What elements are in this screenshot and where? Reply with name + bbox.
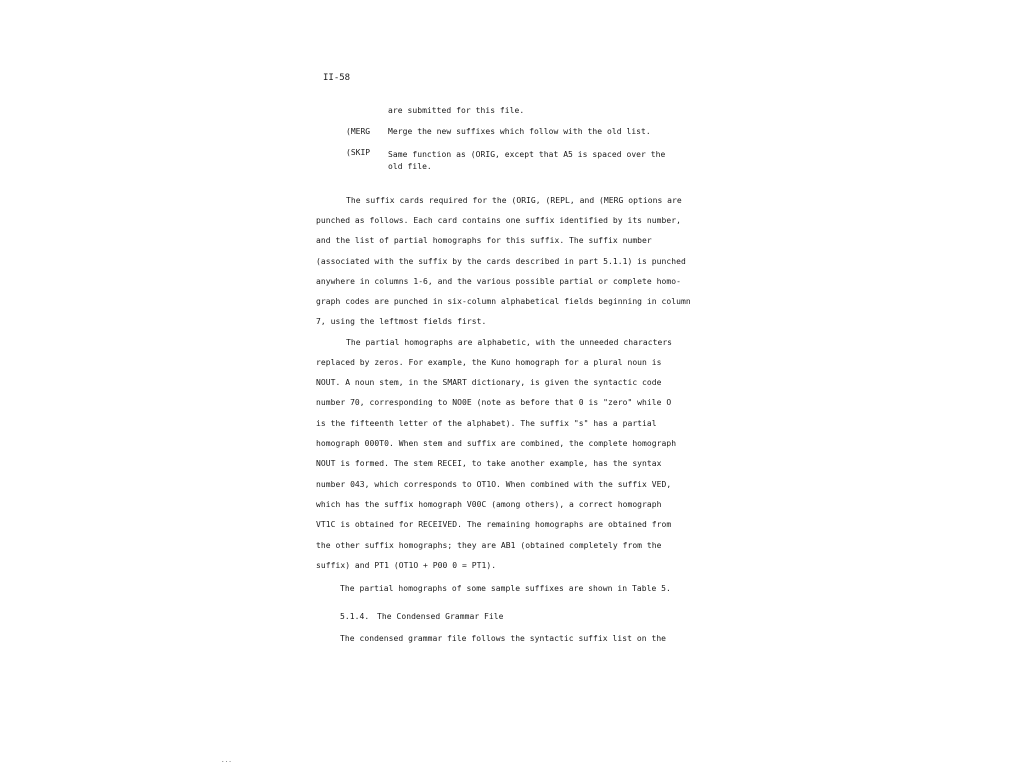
section-title: The Condensed Grammar File bbox=[377, 612, 504, 621]
paragraph-line: 7, using the leftmost fields first. bbox=[316, 317, 487, 326]
paragraph-line: punched as follows. Each card contains one suffix identified by its number, bbox=[316, 216, 681, 225]
section-number: 5.1.4. bbox=[340, 612, 370, 621]
paragraph-line: replaced by zeros. For example, the Kuno homograph for a plural noun is bbox=[316, 358, 662, 367]
page-number: II-58 bbox=[323, 73, 351, 83]
paragraph-line: The partial homographs are alphabetic, with the unneeded characters bbox=[346, 338, 673, 347]
paragraph-line: and the list of partial homographs for this suffix. The suffix number bbox=[316, 236, 652, 245]
paragraph-line: homograph 000T0. When stem and suffix are combined, the complete homograph bbox=[316, 439, 677, 448]
paragraph-line: anywhere in columns 1-6, and the various possible partial or complete homo- bbox=[316, 277, 681, 286]
paragraph-line: NOUT. A noun stem, in the SMART dictionary, is given the syntactic code bbox=[316, 378, 662, 387]
option-merg-key: (MERG bbox=[346, 127, 371, 136]
paragraph-line: which has the suffix homograph V00C (among others), a correct homograph bbox=[316, 500, 662, 509]
paragraph-line: VT1C is obtained for RECEIVED. The remaining homographs are obtained from bbox=[316, 520, 672, 529]
paragraph-line: The suffix cards required for the (ORIG, (REPL, and (MERG options are bbox=[346, 196, 682, 205]
paragraph-line: graph codes are punched in six-column alphabetical fields beginning in column bbox=[316, 297, 691, 306]
paragraph-line: is the fifteenth letter of the alphabet). The suffix "s" has a partial bbox=[316, 419, 657, 428]
paragraph-table-reference: The partial homographs of some sample suffixes are shown in Table 5. bbox=[340, 584, 671, 593]
paragraph-line: (associated with the suffix by the cards described in part 5.1.1) is punched bbox=[316, 257, 686, 266]
option-skip-desc-1: Same function as (ORIG, except that A5 is spaced over the bbox=[388, 150, 666, 159]
paragraph-line: suffix) and PT1 (OT1O + P00 0 = PT1). bbox=[316, 561, 497, 570]
paragraph-line: the other suffix homographs; they are AB1 (obtained completely from the bbox=[316, 541, 662, 550]
paragraph-condensed-grammar: The condensed grammar file follows the syntactic suffix list on the bbox=[340, 634, 667, 643]
paragraph-line: number 043, which corresponds to OT1O. When combined with the suffix VED, bbox=[316, 480, 672, 489]
option-skip-key: (SKIP bbox=[346, 148, 371, 157]
option-merg-desc: Merge the new suffixes which follow with the old list. bbox=[388, 127, 651, 136]
option-skip-desc-2: old file. bbox=[388, 162, 432, 171]
footer-mark: ... bbox=[221, 757, 232, 764]
paragraph-line: number 70, corresponding to NO0E (note as before that 0 is "zero" while O bbox=[316, 398, 672, 407]
option-continuation: are submitted for this file. bbox=[388, 106, 525, 115]
paragraph-line: NOUT is formed. The stem RECEI, to take another example, has the syntax bbox=[316, 459, 662, 468]
